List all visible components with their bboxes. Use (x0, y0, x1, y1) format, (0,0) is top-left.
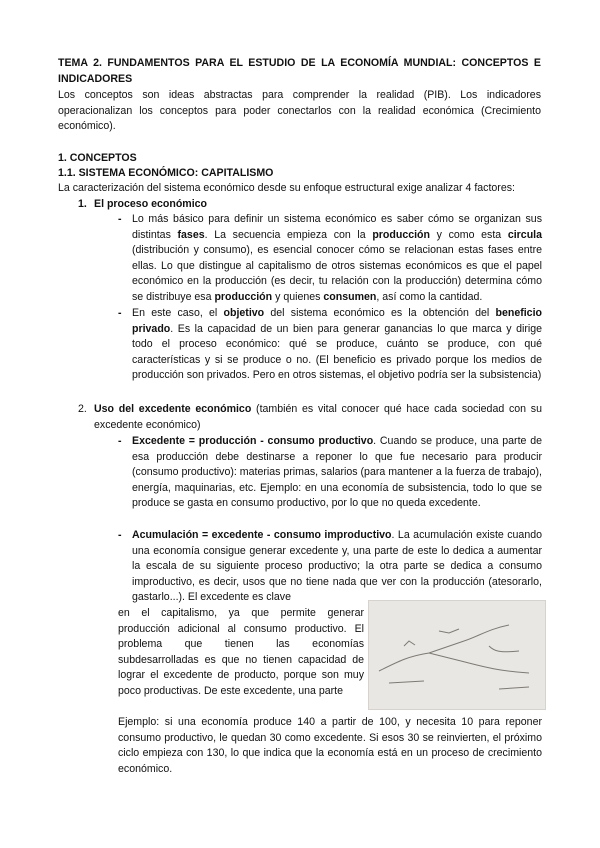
bullet-paragraph-acumulacion: Acumulación = excedente - consumo improductivo. La acumulación existe cuando una economía consigue generar excedente y, una parte de este lo dedica a aumentar la escala de su siguiente proceso productivo; la otra parte se dedica a consumo improductivo, es decir, usos que no tiene nada que ver con la producción (atesorarlo, gastarlo...). El excedente es clave (132, 529, 542, 603)
bullet-dash: - (118, 307, 122, 319)
bullet-paragraph-excedente: Excedente = producción - consumo productivo. Cuando se produce, una parte de esa producción debe destinarse a reponer lo que fue necesario para producir (consumo productivo): materias primas, salarios (para mantener a la fuerza de trabajo), energía, maquinarias, etc. Ejemplo: en una economía de subsistencia, todo lo que se produce se gasta en consumo productivo, por lo que no queda excedente. (132, 435, 543, 509)
intro-paragraph: Los conceptos son ideas abstractas para comprender la realidad (PIB). Los indicadores operacionalizan los conceptos para poder conectarlos con la realidad económica (Crecimiento económico). (58, 89, 541, 132)
bullet-dash: - (118, 435, 122, 447)
wrapped-paragraph-beside-sketch: en el capitalismo, ya que permite generar producción adicional al consumo productivo. El problema que tienen las economías subdesarrolladas es que no tienen capacidad de lograr el excedente de producto, porque son muy poco productivas. De este excedente, una parte (118, 607, 364, 697)
bullet-paragraph-objetivo: En este caso, el objetivo del sistema económico es la obtención del beneficio privado. Es la capacidad de un bien para generar ganancias lo que marca y dirige todo el proceso económico: qué se produce, cuánto se produce, con qué características y si se produce o no. (El beneficio es privado porque los medios de producción son privados. Pero en otros sistemas, el objetivo podría ser la subsistencia) (132, 307, 542, 381)
bullet-dash: - (118, 529, 122, 541)
list-item-title-1: El proceso económico (94, 198, 208, 210)
section-heading-sistema-economico: 1.1. SISTEMA ECONÓMICO: CAPITALISMO (58, 167, 274, 179)
list-item-title-2: Uso del excedente económico (también es vital conocer qué hace cada sociedad con su excedente económico) (94, 403, 542, 431)
list-number-1: 1. (78, 198, 87, 210)
document-title: TEMA 2. FUNDAMENTOS PARA EL ESTUDIO DE LA ECONOMÍA MUNDIAL: CONCEPTOS E INDICADORES (58, 57, 541, 85)
section-intro: La caracterización del sistema económico desde su enfoque estructural exige analizar 4 factores: (58, 182, 515, 194)
bullet-paragraph-fases: Lo más básico para definir un sistema económico es saber cómo se organizan sus distintas fases. La secuencia empieza con la producción y como esta circula (distribución y consumo), es esencial conocer cómo se relacionan estas fases entre ellas. Lo que distingue al capitalismo de otros sistemas económicos es que el papel económico en la producción (es decir, tu relación con la producción) determina cómo se distribuye esa producción y quienes consumen, así como la cantidad. (132, 213, 542, 303)
handwritten-diagram-image (368, 600, 546, 710)
list-number-2: 2. (78, 403, 87, 415)
example-paragraph: Ejemplo: si una economía produce 140 a partir de 100, y necesita 10 para reponer consumo productivo, le quedan 30 como excedente. Si esos 30 se reinvierten, el próximo ciclo empieza con 130, lo que indica que la economía está en un proceso de crecimiento económico. (118, 716, 542, 775)
bullet-dash: - (118, 213, 122, 225)
section-heading-conceptos: 1. CONCEPTOS (58, 152, 137, 164)
